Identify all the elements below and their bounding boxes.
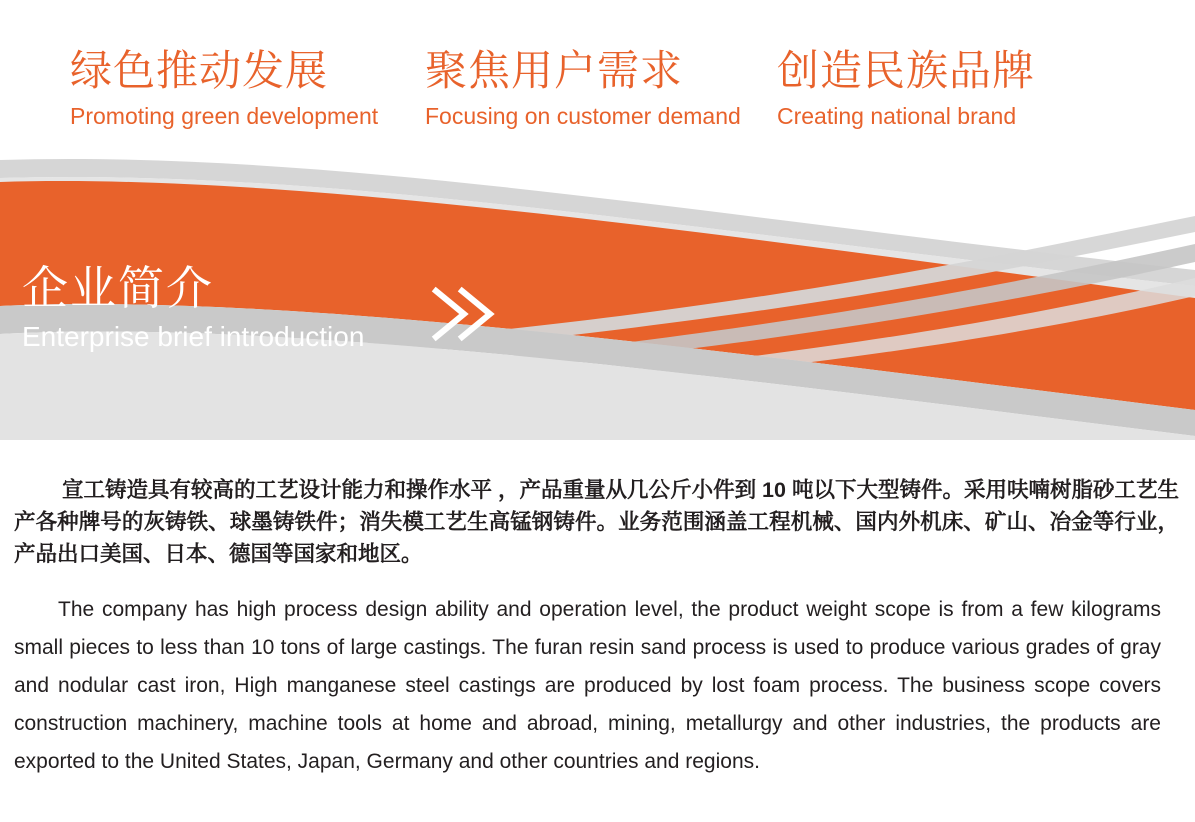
content-body <box>14 452 1179 802</box>
section-title-chinese: 企业简介 <box>22 262 214 314</box>
section-title <box>22 262 364 354</box>
double-chevron-right-icon <box>430 283 500 345</box>
slogan-chinese: 创造民族品牌 <box>777 47 1036 94</box>
section-title-english: Enterprise brief introduction <box>22 321 365 352</box>
slogan-item-1 <box>70 46 425 131</box>
slogan-chinese: 聚焦用户需求 <box>425 47 684 94</box>
paragraph-english: The company has high process design ability and operation level, the product weight scope is from a few kilograms small pieces to less than 10 tons of large castings. The furan resin sand process is used to produce various grades of gray and nodular cast iron, High manganese steel castings are produced by lost foam process. The business scope covers construction machinery, machine tools at home and abroad, mining, metallurgy and other industries, the products are exported to the United States, Japan, Germany and other countries and regions. <box>14 598 1161 773</box>
slogan-item-3 <box>777 46 1077 131</box>
slogan-english: Promoting green development <box>70 103 379 129</box>
slogan-item-2 <box>425 46 777 131</box>
slogan-english: Focusing on customer demand <box>425 103 741 129</box>
slogan-row <box>70 46 1130 131</box>
slogan-chinese: 绿色推动发展 <box>70 47 329 94</box>
paragraph-chinese: 宣工铸造具有较高的工艺设计能力和操作水平 ，产品重量从几公斤小件到 10 吨以下大型铸件。采用呋喃树脂砂工艺生产各种牌号的灰铸铁、球墨铸铁件；消失模工艺生高锰钢铸件。业务范围涵盖工程机械、国内外机床、矿山、冶金等行业，产品出口美国、日本、德国等国家和地区。 <box>14 477 1179 566</box>
slogan-english: Creating national brand <box>777 103 1017 129</box>
